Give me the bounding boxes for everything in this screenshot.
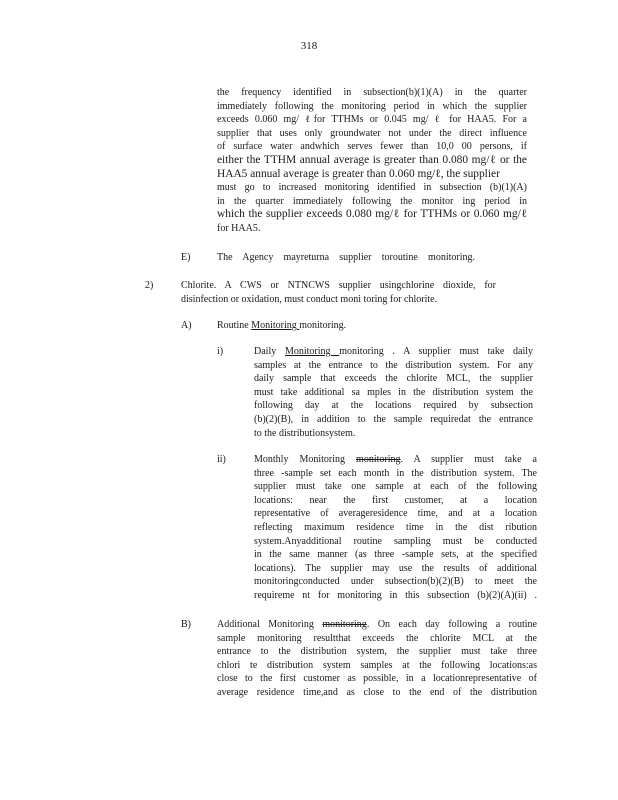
text-line: locations: near the first customer, at a location: [254, 494, 537, 506]
item-label-ii: ii): [217, 454, 226, 465]
text-line: close to the first customer as possible, in a locationrepresentative of: [217, 673, 537, 685]
text-line: must take additional sa mples in the distribution system the: [254, 386, 533, 398]
text-line: for HAA5.: [217, 222, 261, 234]
item-label-a: A): [181, 320, 192, 331]
text-line: Additional Monitoring monitoring. On each day following a routine: [217, 619, 537, 630]
text-line: entrance to the distribution system, the supplier must take three: [217, 646, 537, 658]
inserted-text: Monitoring: [284, 346, 340, 357]
item-label-e: E): [181, 252, 191, 263]
text-line: either the TTHM annual average is greater than 0.080 mg/ℓ or the: [217, 153, 527, 166]
text-line: The Agency mayreturna supplier toroutine monitoring.: [217, 252, 475, 263]
text-line: Routine Monitoring monitoring.: [217, 320, 347, 331]
item-e: [217, 251, 475, 265]
deleted-text: monitoring: [322, 619, 367, 630]
text-line: disinfection or oxidation, must conduct moni toring for chlorite.: [181, 293, 438, 305]
text-line: sample monitoring resultthat exceeds the chlorite MCL at the: [217, 632, 537, 644]
continuation-paragraph: [217, 86, 527, 236]
section-2: [181, 279, 496, 306]
text-line: immediately following the monitoring period in which the supplier: [217, 100, 527, 112]
text-line: to the distributionsystem.: [254, 427, 356, 439]
text-line: Daily Monitoring monitoring . A supplier must take daily: [254, 346, 533, 357]
text-line: the frequency identified in subsection(b)(1)(A) in the quarter: [217, 87, 527, 98]
item-b: [217, 618, 537, 700]
item-i: [254, 345, 533, 440]
text-line: daily sample that exceeds the chlorite MCL, the supplier: [254, 373, 533, 385]
text-line: system.Anyadditional routine sampling must be conducted: [254, 535, 537, 547]
text-line: must go to increased monitoring identified in subsection (b)(1)(A): [217, 182, 527, 194]
text-line: supplier that uses only groundwater not under the direct influence: [217, 127, 527, 139]
item-label-i: i): [217, 346, 224, 357]
text-line: reflecting maximum residence time in the dist ribution: [254, 521, 537, 533]
section-label-2: 2): [145, 280, 154, 291]
text-line: following day at the locations required by subsection: [254, 400, 533, 412]
text-line: supplier must take one sample at each of the following: [254, 481, 537, 493]
inserted-text: Monitoring: [251, 320, 300, 331]
text-line: of surface water andwhich serves fewer than 10,0 00 persons, if: [217, 141, 527, 153]
text-line: average residence time,and as close to the end of the distribution: [217, 686, 537, 698]
text-line: in the same manner (as three -sample sets, at the specified: [254, 549, 537, 561]
text-line: requireme nt for monitoring in this subsection (b)(2)(A)(ii) .: [254, 589, 537, 601]
text-line: monitoringconducted under subsection(b)(2)(B) to meet the: [254, 576, 537, 588]
item-ii: [254, 453, 537, 603]
text-line: exceeds 0.060 mg/ ℓfor TTHMs or 0.045 mg/ ℓ for HAA5. For a: [217, 114, 527, 126]
text-line: Chlorite. A CWS or NTNCWS supplier usingchlorine dioxide, for: [181, 280, 496, 291]
text-line: locations). The supplier may use the results of additional: [254, 562, 537, 574]
text-line: in the quarter immediately following the monitor ing period in: [217, 195, 527, 207]
deleted-text: monitoring: [356, 454, 401, 465]
text-line: samples at the entrance to the distribution system. For any: [254, 359, 533, 371]
text-line: Monthly Monitoring monitoring. A supplier must take a: [254, 454, 537, 465]
text-line: representative of averageresidence time, and at a location: [254, 508, 537, 520]
text-line: which the supplier exceeds 0.080 mg/ℓ for TTHMs or 0.060 mg/ℓ: [217, 208, 527, 221]
page-number: 318: [300, 40, 318, 52]
text-line: HAA5 annual average is greater than 0.060 mg/ℓ, the supplier: [217, 167, 500, 180]
item-a: [217, 319, 417, 333]
text-line: (b)(2)(B), in addition to the sample requiredat the entrance: [254, 413, 533, 425]
item-label-b: B): [181, 619, 191, 630]
text-line: three -sample set each month in the distribution system. The: [254, 467, 537, 479]
text-line: chlori te distribution system samples at the following locations:as: [217, 659, 537, 671]
